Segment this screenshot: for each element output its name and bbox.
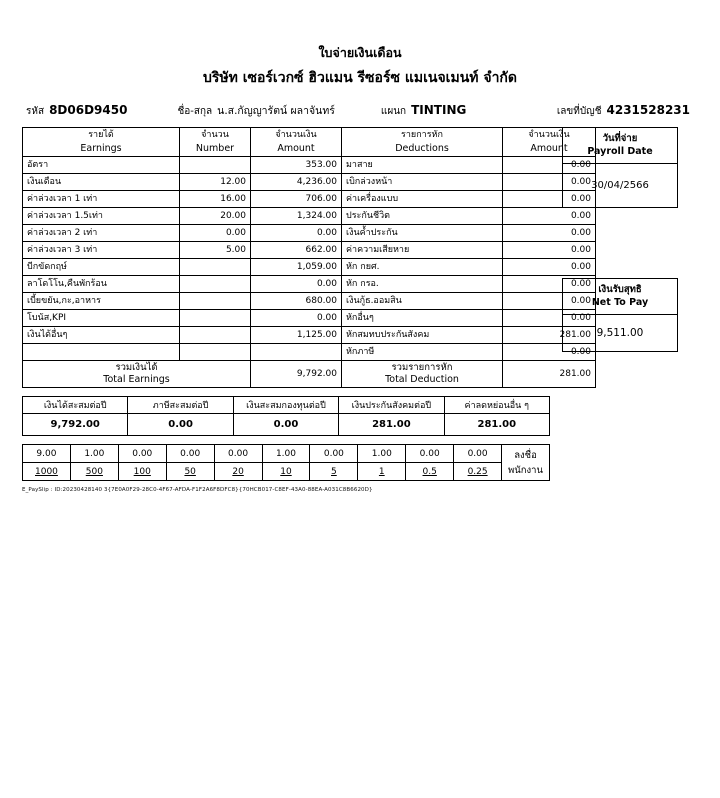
cash-denom-cell: 1000	[23, 463, 71, 481]
header-amount-en: Amount	[277, 143, 315, 154]
deduction-amount: 0.00	[503, 344, 596, 361]
name-value: น.ส.กัญญารัตน์ ผลาจันทร์	[217, 105, 335, 117]
deduction-amount: 0.00	[503, 225, 596, 242]
account-value: 4231528231	[606, 103, 690, 117]
cash-breakdown-table	[22, 444, 550, 481]
net-pay-box	[562, 278, 678, 352]
net-pay-label-th: เงินรับสุทธิ	[598, 284, 642, 295]
payroll-date-label-th: วันที่จ่าย	[602, 133, 638, 144]
header-deductions-en: Deductions	[395, 143, 449, 154]
earning-number: 0.00	[180, 225, 251, 242]
earning-label: เงินเดือน	[23, 174, 180, 191]
payroll-date-box	[562, 127, 678, 208]
earning-number	[180, 293, 251, 310]
earning-amount: 0.00	[251, 276, 342, 293]
company-name: บริษัท เซอร์เวกซ์ ฮิวแมน รีซอร์ซ แมเนจเมนท์ จำกัด	[202, 70, 517, 86]
cash-count-row	[23, 445, 550, 463]
table-header-row	[23, 128, 596, 157]
earning-label: เบี้ยขยัน,กะ,อาหาร	[23, 293, 180, 310]
deduction-amount: 0.00	[503, 242, 596, 259]
earning-number	[180, 157, 251, 174]
table-row	[23, 310, 596, 327]
table-row	[23, 208, 596, 225]
net-pay-header	[563, 279, 677, 315]
table-row	[23, 293, 596, 310]
deduction-amount: 0.00	[503, 174, 596, 191]
name-label: ชื่อ-สกุล	[177, 106, 213, 117]
deduction-amount: 0.00	[503, 157, 596, 174]
ytd-value-cell: 9,792.00	[23, 414, 128, 436]
cash-count-cell: 0.00	[406, 445, 454, 463]
deduction-label: เงินกู้ธ.ออมสิน	[342, 293, 503, 310]
earning-amount: 0.00	[251, 225, 342, 242]
total-earnings-label-th: รวมเงินได้	[115, 362, 158, 373]
net-pay-label-en: Net To Pay	[591, 297, 649, 308]
table-row	[23, 157, 596, 174]
title-block	[0, 44, 720, 88]
earning-label: ค่าล่วงเวลา 1 เท่า	[23, 191, 180, 208]
main-column	[22, 127, 591, 481]
payroll-date-value: 30/04/2566	[591, 180, 649, 191]
deduction-amount: 0.00	[503, 293, 596, 310]
ytd-header-cell: ค่าลดหย่อนอื่น ๆ	[444, 397, 549, 414]
earning-number: 16.00	[180, 191, 251, 208]
total-earnings-value: 9,792.00	[251, 361, 342, 388]
earning-label: ค่าล่วงเวลา 2 เท่า	[23, 225, 180, 242]
tables-wrapper	[22, 127, 698, 481]
deduction-amount: 0.00	[503, 259, 596, 276]
earning-label: ลาโดโโน,คืนพักร้อน	[23, 276, 180, 293]
earning-amount: 4,236.00	[251, 174, 342, 191]
net-pay-value: 9,511.00	[596, 327, 644, 339]
earning-number	[180, 276, 251, 293]
footer-reference-code: E_PaySlip : ID:20230428140 3{7E0A0F29-28C0-4F67-AFDA-F1F2A6F8DFC8}{70HCB017-C8EF-43A0-88EA-A031C8B6620D}	[22, 487, 373, 493]
cash-denom-cell: 50	[166, 463, 214, 481]
table-row	[23, 191, 596, 208]
side-spacer	[562, 208, 678, 278]
deduction-label: ประกันชีวิต	[342, 208, 503, 225]
ytd-header-cell: เงินได้สะสมต่อปี	[23, 397, 128, 414]
table-row	[23, 242, 596, 259]
table-row	[23, 259, 596, 276]
department-label: แผนก	[380, 106, 407, 117]
cash-count-cell: 1.00	[262, 445, 310, 463]
earning-number	[180, 327, 251, 344]
header-number-en: Number	[195, 143, 235, 154]
cash-count-cell: 9.00	[23, 445, 71, 463]
earning-amount: 706.00	[251, 191, 342, 208]
deduction-amount: 0.00	[503, 208, 596, 225]
header-number-th: จำนวน	[201, 130, 229, 140]
header-ded-amount-th: จำนวนเงิน	[528, 130, 570, 140]
total-earnings-label	[23, 361, 251, 388]
earning-amount: 1,324.00	[251, 208, 342, 225]
deduction-label: หัก กรอ.	[342, 276, 503, 293]
cash-count-cell: 0.00	[310, 445, 358, 463]
ytd-value-cell: 0.00	[128, 414, 233, 436]
deduction-label: มาสาย	[342, 157, 503, 174]
deduction-amount: 0.00	[503, 276, 596, 293]
total-deduction-value: 281.00	[503, 361, 596, 388]
earning-number	[180, 310, 251, 327]
total-deduction-label	[342, 361, 503, 388]
earning-number	[180, 344, 251, 361]
earning-amount: 0.00	[251, 310, 342, 327]
ytd-value-cell: 281.00	[444, 414, 549, 436]
side-column	[562, 127, 678, 352]
deduction-label: หักสมทบประกันสังคม	[342, 327, 503, 344]
totals-row	[23, 361, 596, 388]
header-amount	[251, 128, 342, 157]
cash-count-cell: 1.00	[358, 445, 406, 463]
code-label: รหัส	[26, 106, 45, 117]
ytd-header-cell: ภาษีสะสมต่อปี	[128, 397, 233, 414]
account-label: เลขที่บัญชี	[556, 106, 602, 117]
earning-number	[180, 259, 251, 276]
deduction-amount: 281.00	[503, 327, 596, 344]
deduction-label: ค่าเครื่องแบบ	[342, 191, 503, 208]
cash-denom-cell: 100	[118, 463, 166, 481]
header-number	[180, 128, 251, 157]
earning-label: อัตรา	[23, 157, 180, 174]
department-value: TINTING	[411, 103, 467, 117]
table-row	[23, 276, 596, 293]
header-deductions-th: รายการหัก	[401, 130, 443, 140]
earning-amount	[251, 344, 342, 361]
table-row	[23, 344, 596, 361]
table-row	[23, 327, 596, 344]
earning-label: ค่าล่วงเวลา 3 เท่า	[23, 242, 180, 259]
code-value: 8D06D9450	[49, 103, 128, 117]
cash-denom-cell: 0.25	[454, 463, 502, 481]
employee-signature-label: ลงชื่อพนักงาน	[502, 445, 550, 481]
cash-count-cell: 1.00	[70, 445, 118, 463]
earning-number: 5.00	[180, 242, 251, 259]
earning-number: 20.00	[180, 208, 251, 225]
earning-amount: 1,125.00	[251, 327, 342, 344]
deduction-label: หักอื่นๆ	[342, 310, 503, 327]
earning-label: โบนัส,KPI	[23, 310, 180, 327]
cash-denom-cell: 1	[358, 463, 406, 481]
total-deduction-label-th: รวมรายการหัก	[391, 362, 453, 373]
ytd-values-row	[23, 414, 550, 436]
earnings-deductions-table	[22, 127, 596, 388]
cash-denom-cell: 10	[262, 463, 310, 481]
header-ded-amount-en: Amount	[530, 143, 568, 154]
deduction-label: เงินค้ำประกัน	[342, 225, 503, 242]
cash-count-cell: 0.00	[214, 445, 262, 463]
payroll-date-header	[563, 128, 677, 164]
ytd-header-row	[23, 397, 550, 414]
cash-denom-row	[23, 463, 550, 481]
table-row	[23, 174, 596, 191]
cash-denom-cell: 0.5	[406, 463, 454, 481]
ytd-value-cell: 0.00	[233, 414, 338, 436]
header-deductions	[342, 128, 503, 157]
cash-denom-cell: 500	[70, 463, 118, 481]
ytd-value-cell: 281.00	[339, 414, 444, 436]
earning-label	[23, 344, 180, 361]
ytd-summary-table	[22, 396, 550, 436]
earning-label: ค่าล่วงเวลา 1.5เท่า	[23, 208, 180, 225]
payslip-document	[0, 44, 720, 493]
earning-amount: 1,059.00	[251, 259, 342, 276]
earning-label: เงินได้อื่นๆ	[23, 327, 180, 344]
deduction-amount: 0.00	[503, 310, 596, 327]
header-earnings-th: รายได้	[88, 130, 114, 140]
earning-label: บีกขัดกฤษ์	[23, 259, 180, 276]
ytd-header-cell: เงินประกันสังคมต่อปี	[339, 397, 444, 414]
header-amount-th: จำนวนเงิน	[275, 130, 317, 140]
ytd-header-cell: เงินสะสมกองทุนต่อปี	[233, 397, 338, 414]
payroll-date-label-en: Payroll Date	[587, 146, 653, 157]
deduction-label: หัก กยศ.	[342, 259, 503, 276]
deduction-amount: 0.00	[503, 191, 596, 208]
employee-meta-row	[22, 102, 698, 119]
earning-amount: 680.00	[251, 293, 342, 310]
cash-count-cell: 0.00	[166, 445, 214, 463]
earning-number: 12.00	[180, 174, 251, 191]
total-earnings-label-en: Total Earnings	[103, 374, 170, 385]
total-deduction-label-en: Total Deduction	[385, 374, 459, 385]
cash-denom-cell: 5	[310, 463, 358, 481]
header-earnings	[23, 128, 180, 157]
deduction-label: เบิกล่วงหน้า	[342, 174, 503, 191]
earning-amount: 662.00	[251, 242, 342, 259]
cash-denom-cell: 20	[214, 463, 262, 481]
deduction-label: หักภาษี	[342, 344, 503, 361]
document-title: ใบจ่ายเงินเดือน	[318, 45, 402, 60]
cash-count-cell: 0.00	[118, 445, 166, 463]
deduction-label: ค่าความเสียหาย	[342, 242, 503, 259]
cash-count-cell: 0.00	[454, 445, 502, 463]
header-earnings-en: Earnings	[80, 143, 122, 154]
earning-amount: 353.00	[251, 157, 342, 174]
table-row	[23, 225, 596, 242]
